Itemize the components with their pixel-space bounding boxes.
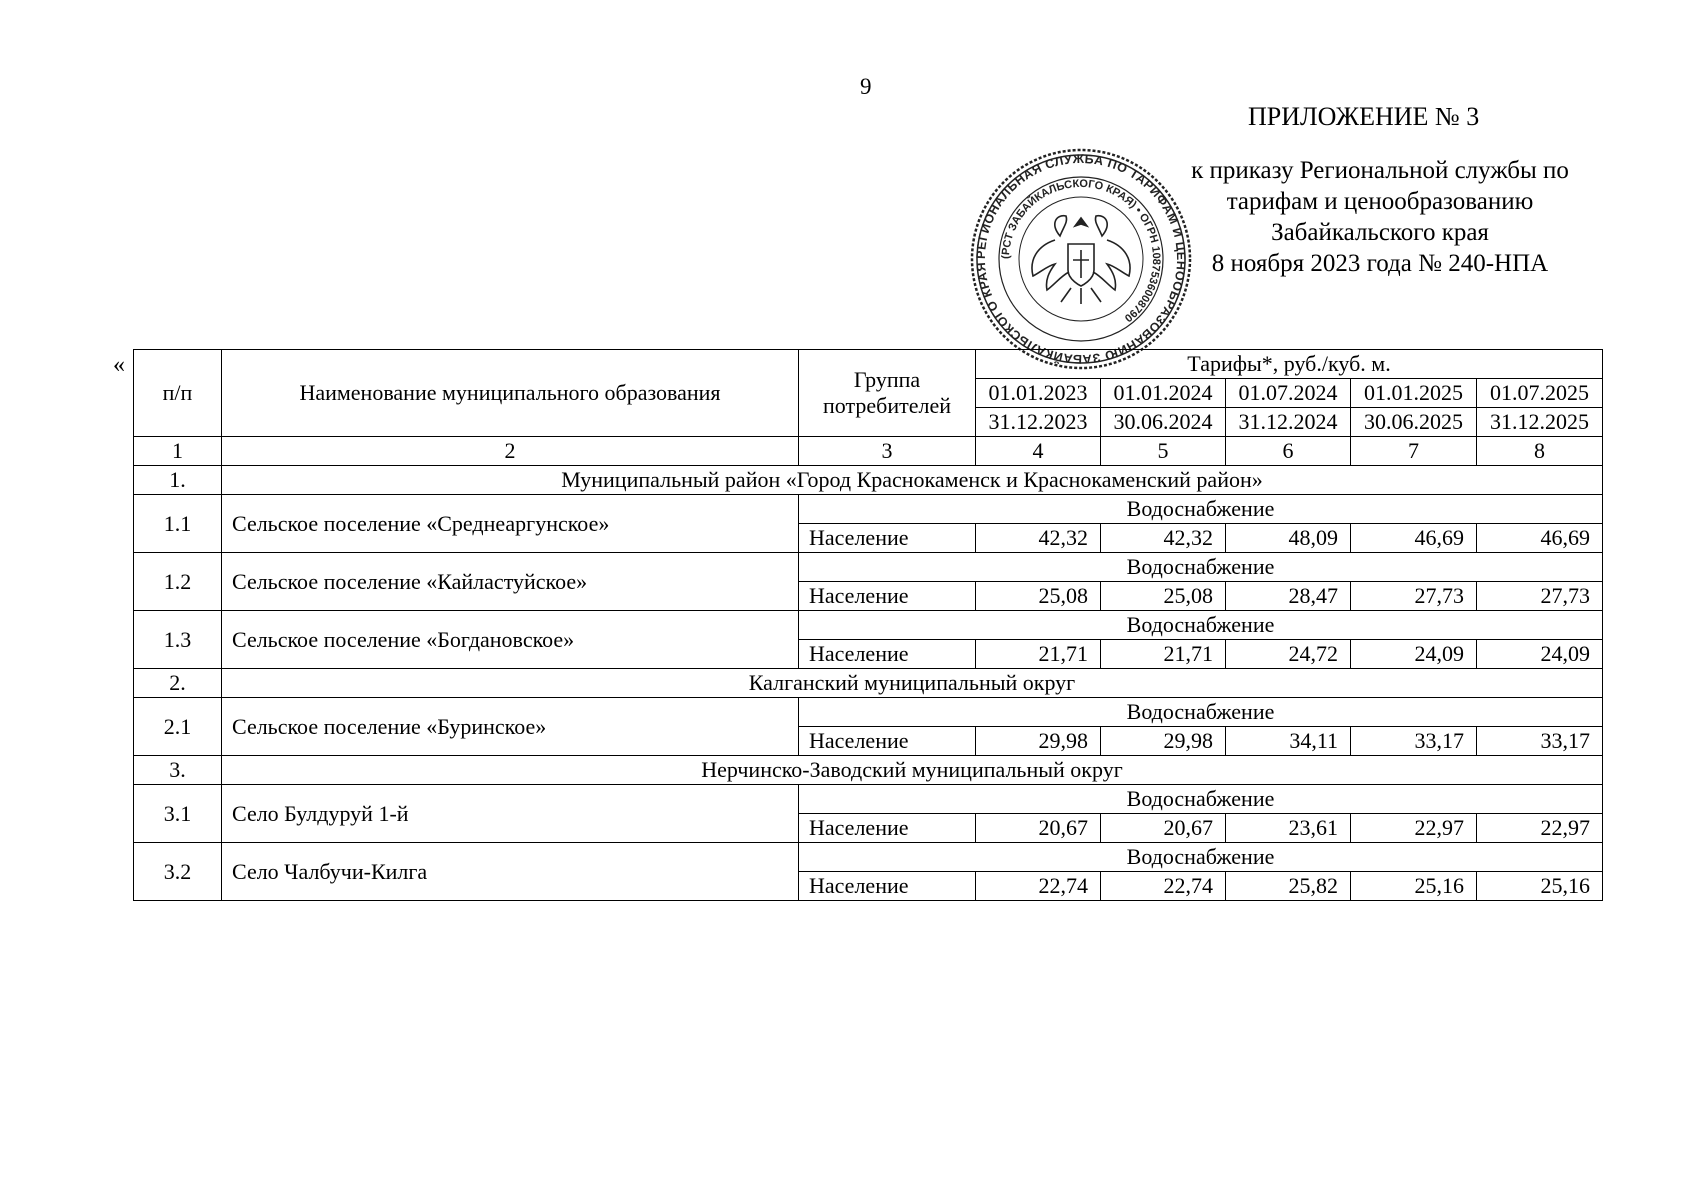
- section-title: Нерчинско-Заводский муниципальный округ: [222, 756, 1603, 785]
- tariff-value: 25,82: [1226, 872, 1351, 901]
- item-num: 1.1: [134, 495, 222, 553]
- tariff-value: 25,16: [1351, 872, 1477, 901]
- item-service: Водоснабжение: [799, 785, 1603, 814]
- section-num: 2.: [134, 669, 222, 698]
- header-tariffs: Тарифы*, руб./куб. м.: [976, 350, 1603, 379]
- section-num: 3.: [134, 756, 222, 785]
- tariff-value: 22,97: [1351, 814, 1477, 843]
- item-name: Сельское поселение «Кайластуйское»: [222, 553, 799, 611]
- item-service: Водоснабжение: [799, 698, 1603, 727]
- column-number: 3: [799, 437, 976, 466]
- consumer-group: Население: [799, 814, 976, 843]
- consumer-group: Население: [799, 872, 976, 901]
- service-row: [134, 611, 1603, 640]
- item-service: Водоснабжение: [799, 553, 1603, 582]
- seal-outer-text: РЕГИОНАЛЬНАЯ СЛУЖБА ПО ТАРИФАМ И ЦЕНООБРАЗОВАНИЮ ЗАБАЙКАЛЬСКОГО КРАЯ: [973, 151, 1189, 367]
- consumer-group: Население: [799, 640, 976, 669]
- service-row: [134, 495, 1603, 524]
- annex-ref-line: тарифам и ценообразованию: [1226, 188, 1534, 215]
- item-service: Водоснабжение: [799, 843, 1603, 872]
- tariff-value: 29,98: [1101, 727, 1226, 756]
- annex-ref-line: к приказу Региональной службы по: [1191, 157, 1569, 184]
- header-period-start: 01.01.2023: [976, 379, 1101, 408]
- item-name: Село Чалбучи-Килга: [222, 843, 799, 901]
- header-period-end: 31.12.2024: [1226, 408, 1351, 437]
- service-row: [134, 698, 1603, 727]
- seal-inner-text: (РСТ ЗАБАЙКАЛЬСКОГО КРАЯ) • ОГРН 1087536008790: [999, 177, 1163, 324]
- tariff-value: 25,16: [1477, 872, 1603, 901]
- column-number: 2: [222, 437, 799, 466]
- item-service: Водоснабжение: [799, 495, 1603, 524]
- header-period-start: 01.07.2025: [1477, 379, 1603, 408]
- column-number: 1: [134, 437, 222, 466]
- section-title: Муниципальный район «Город Краснокаменск и Краснокаменский район»: [222, 466, 1603, 495]
- section-row: [134, 466, 1603, 495]
- header-period-end: 30.06.2025: [1351, 408, 1477, 437]
- tariff-value: 34,11: [1226, 727, 1351, 756]
- header-period-start: 01.01.2024: [1101, 379, 1226, 408]
- section-row: [134, 669, 1603, 698]
- header-period-end: 31.12.2025: [1477, 408, 1603, 437]
- item-num: 3.1: [134, 785, 222, 843]
- tariff-value: 20,67: [1101, 814, 1226, 843]
- service-row: [134, 785, 1603, 814]
- tariff-value: 42,32: [1101, 524, 1226, 553]
- item-name: Сельское поселение «Богдановское»: [222, 611, 799, 669]
- tariff-value: 46,69: [1351, 524, 1477, 553]
- annex-title: ПРИЛОЖЕНИЕ № 3: [1248, 102, 1480, 131]
- tariff-value: 27,73: [1351, 582, 1477, 611]
- item-num: 3.2: [134, 843, 222, 901]
- tariff-value: 20,67: [976, 814, 1101, 843]
- tariff-value: 29,98: [976, 727, 1101, 756]
- column-number: 6: [1226, 437, 1351, 466]
- tariff-value: 24,09: [1351, 640, 1477, 669]
- section-num: 1.: [134, 466, 222, 495]
- tariff-value: 24,72: [1226, 640, 1351, 669]
- item-service: Водоснабжение: [799, 611, 1603, 640]
- tariff-value: 27,73: [1477, 582, 1603, 611]
- header-period-start: 01.01.2025: [1351, 379, 1477, 408]
- column-number: 8: [1477, 437, 1603, 466]
- opening-quote-mark: «: [113, 352, 125, 378]
- tariff-value: 22,97: [1477, 814, 1603, 843]
- section-title: Калганский муниципальный округ: [222, 669, 1603, 698]
- header-period-start: 01.07.2024: [1226, 379, 1351, 408]
- tariff-value: 42,32: [976, 524, 1101, 553]
- column-number: 7: [1351, 437, 1477, 466]
- item-num: 2.1: [134, 698, 222, 756]
- tariff-value: 25,08: [976, 582, 1101, 611]
- tariff-value: 48,09: [1226, 524, 1351, 553]
- section-row: [134, 756, 1603, 785]
- service-row: [134, 843, 1603, 872]
- header-period-end: 30.06.2024: [1101, 408, 1226, 437]
- item-name: Село Булдуруй 1-й: [222, 785, 799, 843]
- item-num: 1.2: [134, 553, 222, 611]
- header-num: п/п: [134, 350, 222, 437]
- tariffs-table: [133, 349, 1603, 901]
- service-row: [134, 553, 1603, 582]
- annex-ref-line: 8 ноября 2023 года № 240-НПА: [1211, 250, 1549, 277]
- item-num: 1.3: [134, 611, 222, 669]
- header-name: Наименование муниципального образования: [222, 350, 799, 437]
- header-group: Группа потребителей: [799, 350, 976, 437]
- consumer-group: Население: [799, 524, 976, 553]
- consumer-group: Население: [799, 582, 976, 611]
- item-name: Сельское поселение «Буринское»: [222, 698, 799, 756]
- official-seal-stamp: [950, 148, 1212, 370]
- tariff-value: 25,08: [1101, 582, 1226, 611]
- consumer-group: Население: [799, 727, 976, 756]
- tariff-value: 33,17: [1477, 727, 1603, 756]
- item-name: Сельское поселение «Среднеаргунское»: [222, 495, 799, 553]
- tariff-value: 46,69: [1477, 524, 1603, 553]
- tariff-value: 24,09: [1477, 640, 1603, 669]
- tariff-value: 21,71: [976, 640, 1101, 669]
- page-number: 9: [860, 74, 872, 99]
- tariff-value: 33,17: [1351, 727, 1477, 756]
- tariff-value: 22,74: [1101, 872, 1226, 901]
- tariff-value: 22,74: [976, 872, 1101, 901]
- annex-reference: [1150, 155, 1610, 279]
- header-period-end: 31.12.2023: [976, 408, 1101, 437]
- tariff-value: 23,61: [1226, 814, 1351, 843]
- tariff-value: 21,71: [1101, 640, 1226, 669]
- tariff-value: 28,47: [1226, 582, 1351, 611]
- column-number: 4: [976, 437, 1101, 466]
- column-number: 5: [1101, 437, 1226, 466]
- annex-ref-line: Забайкальского края: [1271, 219, 1489, 246]
- double-headed-eagle-emblem: [1032, 216, 1130, 304]
